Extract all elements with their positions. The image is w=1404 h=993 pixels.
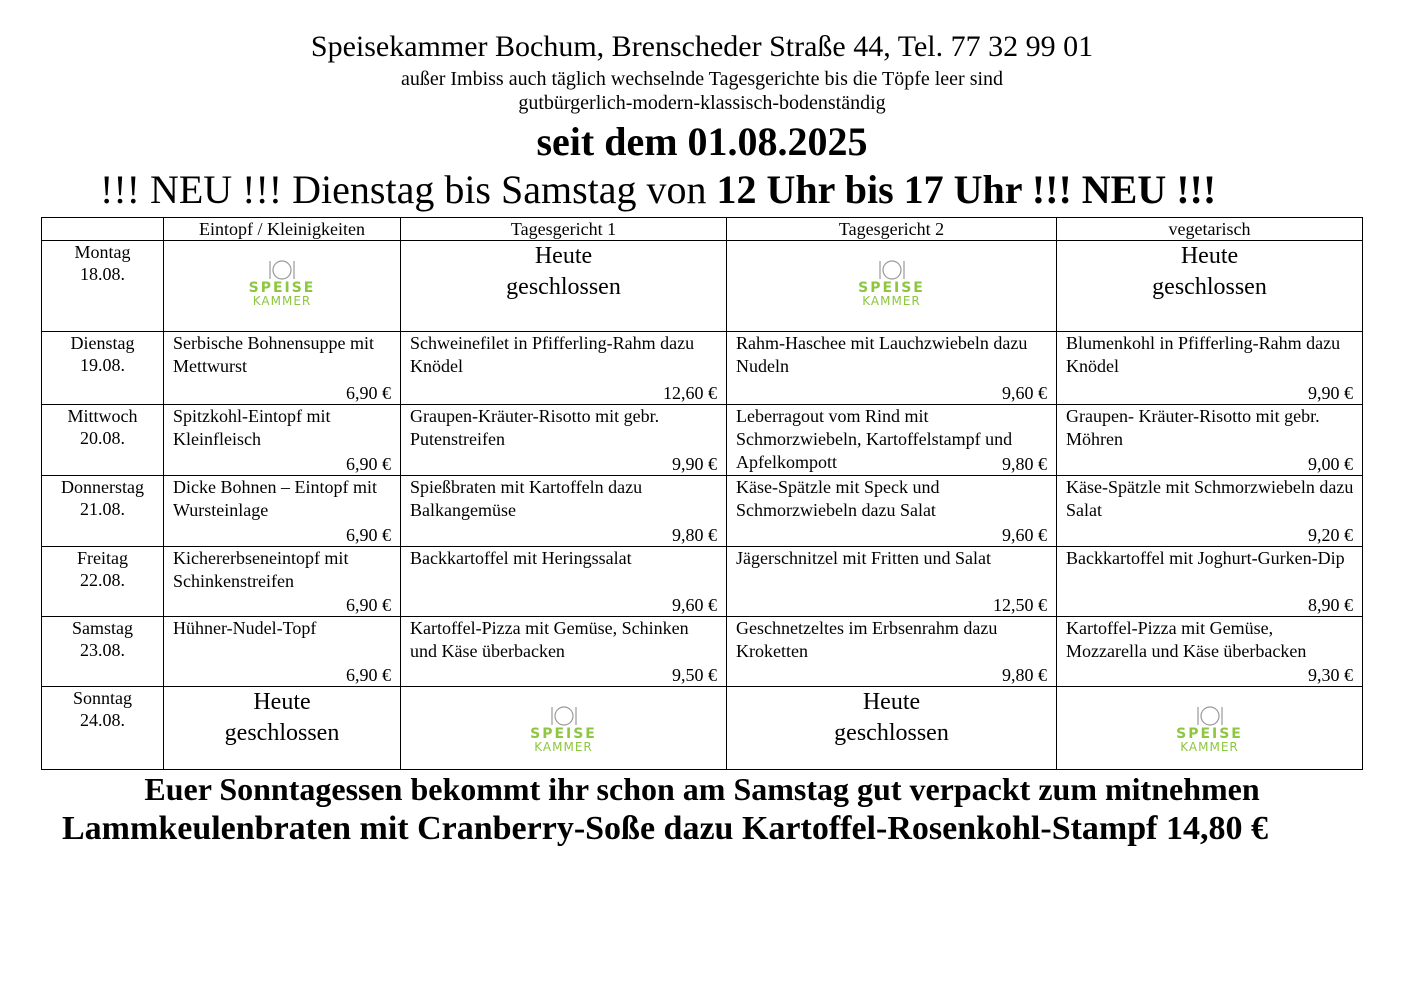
day-name: Mittwoch	[67, 406, 138, 426]
column-header-vegetarisch: vegetarisch	[1057, 218, 1363, 241]
dish-cell	[401, 476, 727, 547]
logo-text-bottom: KAMMER	[1180, 740, 1239, 754]
dish-text: Leberragout vom Rind mit Schmorzwiebeln, Kartoffelstampf und Apfelkompott	[736, 406, 1013, 472]
dish-cell	[164, 476, 401, 547]
dish-price: 9,60 €	[1002, 383, 1047, 403]
dish-price: 9,00 €	[1308, 454, 1353, 474]
dish-text: Jägerschnitzel mit Fritten und Salat	[736, 548, 991, 568]
column-header-day	[42, 218, 164, 241]
table-row-montag	[42, 241, 1363, 332]
dish-cell	[164, 405, 401, 476]
day-date: 23.08.	[80, 640, 125, 660]
closed-cell	[164, 687, 401, 770]
closed-line1: Heute	[1180, 243, 1239, 269]
day-date: 21.08.	[80, 499, 125, 519]
column-header-tagesgericht-1: Tagesgericht 1	[401, 218, 727, 241]
closed-cell	[401, 241, 727, 332]
opening-hours-bold: 12 Uhr bis 17 Uhr !!! NEU !!!	[716, 167, 1217, 212]
dish-price: 6,90 €	[346, 595, 391, 615]
header-tagline: gutbürgerlich-modern-klassisch-bodenständig	[518, 92, 886, 114]
dish-cell	[727, 405, 1057, 476]
day-date: 20.08.	[80, 428, 125, 448]
cutlery-plate-icon	[872, 258, 912, 280]
day-date: 22.08.	[80, 570, 125, 590]
day-name: Sonntag	[72, 688, 132, 708]
dish-price: 8,90 €	[1308, 595, 1353, 615]
dish-text: Spießbraten mit Kartoffeln dazu Balkangemüse	[410, 477, 643, 520]
logo-text-bottom: KAMMER	[862, 294, 921, 308]
dish-text: Backkartoffel mit Heringssalat	[410, 548, 632, 568]
dish-cell	[401, 405, 727, 476]
dish-cell	[1057, 547, 1363, 617]
dish-text: Backkartoffel mit Joghurt-Gurken-Dip	[1066, 548, 1345, 568]
dish-text: Spitzkohl-Eintopf mit Kleinfleisch	[173, 406, 331, 449]
dish-text: Kartoffel-Pizza mit Gemüse, Schinken und Käse überbacken	[410, 618, 689, 661]
day-name: Donnerstag	[61, 477, 144, 497]
day-cell	[42, 547, 164, 617]
header-since-date: seit dem 01.08.2025	[536, 119, 868, 164]
speisekammer-logo	[727, 241, 1056, 307]
dish-text: Rahm-Haschee mit Lauchzwiebeln dazu Nudeln	[736, 333, 1028, 376]
closed-line2: geschlossen	[834, 720, 949, 746]
dish-cell	[401, 547, 727, 617]
logo-text-top: SPEISE	[1176, 726, 1243, 742]
dish-price: 9,20 €	[1308, 525, 1353, 545]
weekly-menu-table	[41, 217, 1363, 770]
dish-text: Geschnetzeltes im Erbsenrahm dazu Kroketten	[736, 618, 998, 661]
dish-price: 6,90 €	[346, 665, 391, 685]
column-header-eintopf: Eintopf / Kleinigkeiten	[164, 218, 401, 241]
dish-price: 6,90 €	[346, 383, 391, 403]
dish-text: Kichererbseneintopf mit Schinkenstreifen	[173, 548, 349, 591]
dish-cell	[164, 547, 401, 617]
dish-price: 9,90 €	[672, 454, 717, 474]
day-cell	[42, 687, 164, 770]
dish-text: Graupen- Kräuter-Risotto mit gebr. Möhren	[1066, 406, 1320, 449]
table-row-mittwoch	[42, 405, 1363, 476]
header-opening-hours	[100, 166, 1216, 213]
dish-text: Graupen-Kräuter-Risotto mit gebr. Putenstreifen	[410, 406, 660, 449]
dish-text: Dicke Bohnen – Eintopf mit Wursteinlage	[173, 477, 377, 520]
speisekammer-logo	[401, 687, 726, 753]
dish-cell	[1057, 476, 1363, 547]
logo-cell	[401, 687, 727, 770]
speisekammer-logo	[1057, 687, 1362, 753]
dish-cell	[1057, 405, 1363, 476]
logo-text-top: SPEISE	[858, 280, 925, 296]
dish-price: 9,30 €	[1308, 665, 1353, 685]
day-cell	[42, 476, 164, 547]
dish-price: 6,90 €	[346, 525, 391, 545]
sunday-notice: Euer Sonntagessen bekommt ihr schon am Samstag gut verpackt zum mitnehmen	[144, 771, 1260, 807]
speisekammer-logo	[164, 241, 400, 307]
dish-cell	[1057, 617, 1363, 687]
dish-text: Serbische Bohnensuppe mit Mettwurst	[173, 333, 374, 376]
table-row-dienstag	[42, 332, 1363, 405]
closed-line2: geschlossen	[224, 720, 340, 746]
dish-text: Schweinefilet in Pfifferling-Rahm dazu Knödel	[410, 333, 695, 376]
closed-line1: Heute	[862, 689, 921, 715]
table-row-freitag	[42, 547, 1363, 617]
closed-cell	[1057, 241, 1363, 332]
day-name: Montag	[74, 242, 131, 262]
day-cell	[42, 241, 164, 332]
dish-text: Kartoffel-Pizza mit Gemüse, Mozzarella und Käse überbacken	[1066, 618, 1307, 661]
logo-text-bottom: KAMMER	[252, 294, 312, 308]
closed-line2: geschlossen	[506, 274, 621, 300]
day-cell	[42, 332, 164, 405]
dish-cell	[727, 547, 1057, 617]
opening-days: !!! NEU !!! Dienstag bis Samstag von	[100, 167, 717, 212]
logo-cell	[727, 241, 1057, 332]
dish-text: Blumenkohl in Pfifferling-Rahm dazu Knödel	[1066, 333, 1341, 376]
column-header-tagesgericht-2: Tagesgericht 2	[727, 218, 1057, 241]
logo-text-top: SPEISE	[248, 280, 316, 296]
day-date: 24.08.	[80, 710, 125, 730]
dish-cell	[727, 332, 1057, 405]
dish-cell	[727, 617, 1057, 687]
table-row-sonntag	[42, 687, 1363, 770]
closed-line2: geschlossen	[1152, 274, 1267, 300]
dish-price: 9,60 €	[1002, 525, 1047, 545]
header-subtitle: außer Imbiss auch täglich wechselnde Tagesgerichte bis die Töpfe leer sind	[400, 68, 1004, 90]
day-name: Freitag	[77, 548, 128, 568]
day-cell	[42, 405, 164, 476]
header-address: Speisekammer Bochum, Brenscheder Straße 44, Tel. 77 32 99 01	[310, 30, 1094, 63]
dish-price: 9,90 €	[1308, 383, 1353, 403]
dish-cell	[1057, 332, 1363, 405]
day-date: 18.08.	[80, 264, 125, 284]
dish-price: 12,50 €	[993, 595, 1047, 615]
table-header-row	[42, 218, 1363, 241]
cutlery-plate-icon	[262, 258, 302, 280]
dish-cell	[164, 332, 401, 405]
day-name: Samstag	[72, 618, 133, 638]
closed-line1: Heute	[253, 689, 311, 715]
logo-text-top: SPEISE	[530, 726, 597, 742]
dish-text: Käse-Spätzle mit Speck und Schmorzwiebeln dazu Salat	[736, 477, 940, 520]
closed-line1: Heute	[534, 243, 593, 269]
dish-cell	[401, 332, 727, 405]
dish-cell	[164, 617, 401, 687]
dish-price: 9,80 €	[1002, 665, 1047, 685]
logo-cell	[164, 241, 401, 332]
closed-cell	[727, 687, 1057, 770]
table-row-samstag	[42, 617, 1363, 687]
dish-cell	[727, 476, 1057, 547]
cutlery-plate-icon	[544, 704, 584, 726]
dish-cell	[401, 617, 727, 687]
dish-price: 9,60 €	[672, 595, 717, 615]
dish-price: 9,50 €	[672, 665, 717, 685]
table-row-donnerstag	[42, 476, 1363, 547]
dish-price: 12,60 €	[663, 383, 717, 403]
logo-text-bottom: KAMMER	[534, 740, 593, 754]
dish-price: 9,80 €	[1002, 454, 1047, 474]
day-name: Dienstag	[70, 333, 135, 353]
dish-text: Hühner-Nudel-Topf	[173, 618, 317, 638]
dish-price: 6,90 €	[346, 454, 391, 474]
dish-price: 9,80 €	[672, 525, 717, 545]
cutlery-plate-icon	[1190, 704, 1230, 726]
logo-cell	[1057, 687, 1363, 770]
day-cell	[42, 617, 164, 687]
dish-text: Käse-Spätzle mit Schmorzwiebeln dazu Salat	[1066, 477, 1354, 520]
sunday-special-dish: Lammkeulenbraten mit Cranberry-Soße dazu Kartoffel-Rosenkohl-Stampf 14,80 €	[62, 810, 1268, 847]
day-date: 19.08.	[80, 355, 125, 375]
